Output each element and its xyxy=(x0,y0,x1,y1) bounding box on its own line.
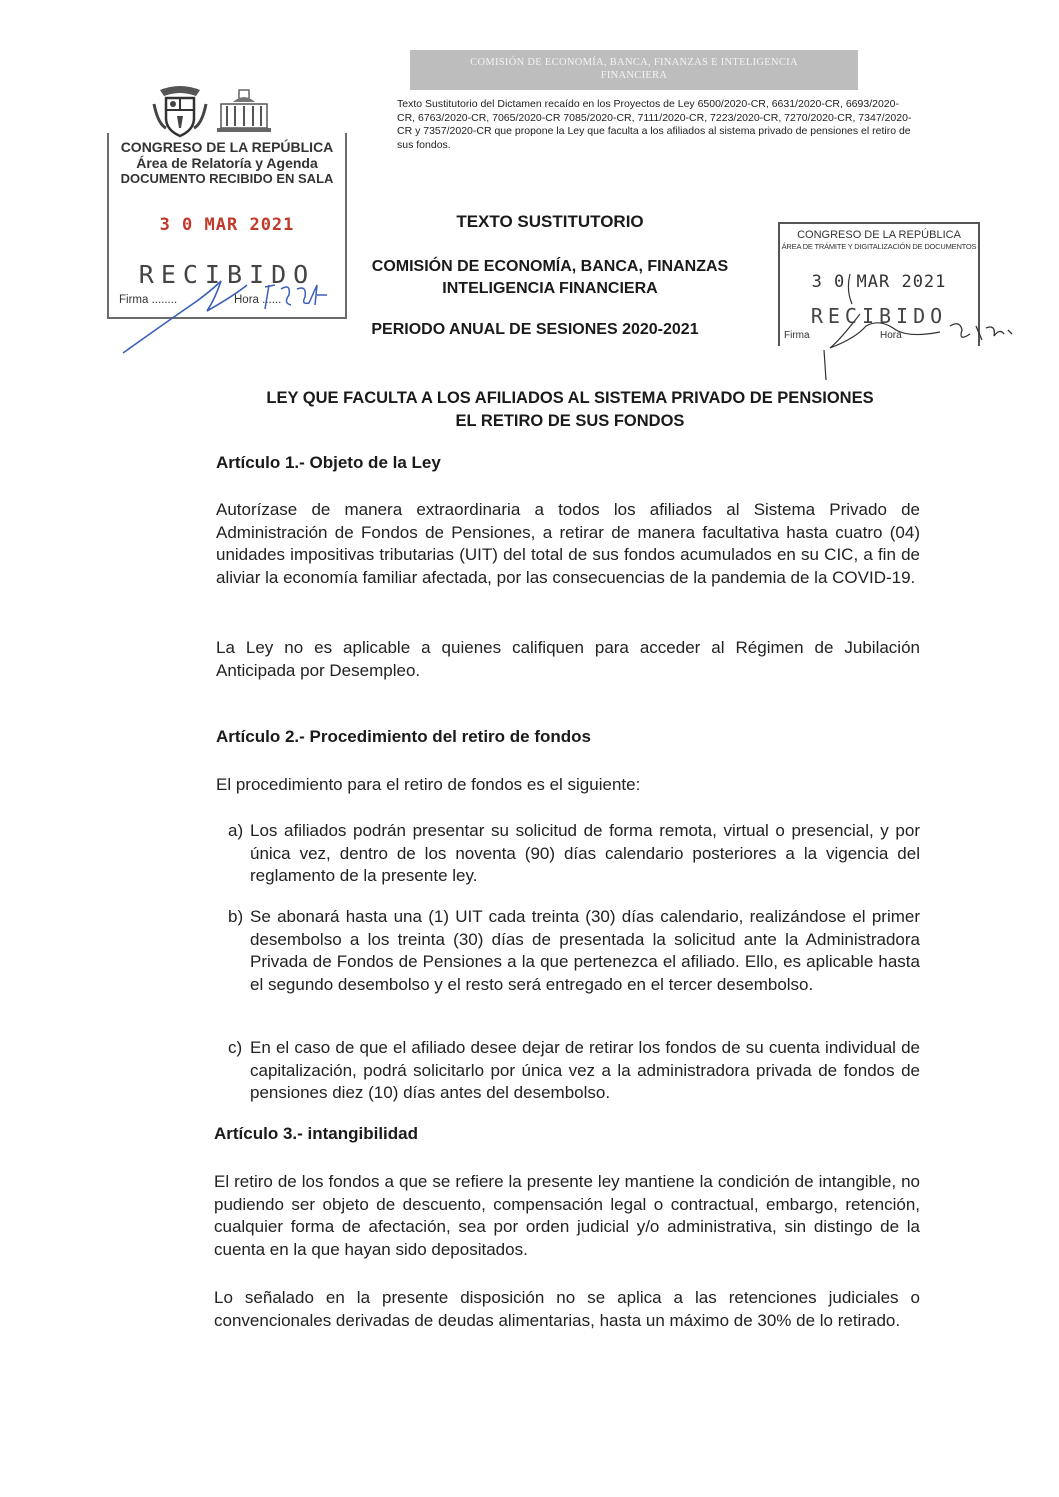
law-title-line-2: EL RETIRO DE SUS FONDOS xyxy=(455,412,685,430)
article-1-title: Artículo 1.- Objeto de la Ley xyxy=(216,453,441,472)
stamp-hora-label: Hora xyxy=(880,330,902,341)
article-2-title: Artículo 2.- Procedimiento del retiro de fondos xyxy=(216,727,591,746)
list-item-text: Se abonará hasta una (1) UIT cada treinta (30) días calendario, realizándose el primer desembolso a los treinta (30) días de presentada la solicitud ante la Administradora Privada de Fondos de Pensiones a la que pertenezca el afiliado. Ello, es aplicable hasta el segundo desembolso y el resto será entregado en el tercer desembolso. xyxy=(250,907,920,994)
stamp-recibido: RECIBIDO xyxy=(138,260,316,289)
stamp-document-received: DOCUMENTO RECIBIDO EN SALA xyxy=(120,171,334,186)
article-3-paragraph-2: Lo señalado en la presente disposición no se aplica a las retenciones judiciales o convencionales derivadas de deudas alimentarias, hasta un máximo de 30% de lo retirado. xyxy=(214,1288,920,1330)
commission-heading xyxy=(310,256,790,300)
list-item xyxy=(228,906,920,996)
banner-line-1: COMISIÓN DE ECONOMÍA, BANCA, FINANZAS E INTELIGENCIA xyxy=(470,57,798,68)
article-3-paragraph-1: El retiro de los fondos a que se refiere la presente ley mantiene la condición de intangible, no pudiendo ser objeto de descuento, compensación legal o contractual, embargo, retención, cualquier forma de afectación, sea por orden judicial y/o administrativa, sin distingo de la cuenta en la que hayan sido depositados. xyxy=(214,1172,920,1259)
law-title xyxy=(200,387,940,433)
list-item-label: b) xyxy=(228,907,244,926)
session-period: PERIODO ANUAL DE SESIONES 2020-2021 xyxy=(371,321,699,338)
list-item-text: En el caso de que el afiliado desee dejar de retirar los fondos de su cuenta individual de capitalización, podrá solicitarlo por única vez a la administradora privada de fondos de pensiones diez (10) días antes del desembolso. xyxy=(250,1038,920,1102)
article-1-paragraph-1: Autorízase de manera extraordinaria a todos los afiliados al Sistema Privado de Administración de Fondos de Pensiones, a retirar de manera facultativa hasta cuatro (04) unidades impositivas tributarias (UIT) del total de sus fondos acumulados en su CIC, a fin de aliviar la economía familiar afectada, por las consecuencias de la pandemia de la COVID-19. xyxy=(216,500,920,587)
stamp-hora-label: Hora ...... xyxy=(234,294,282,306)
article-1-paragraph-2: La Ley no es aplicable a quienes califiquen para acceder al Régimen de Jubilación Anticipada por Desempleo. xyxy=(216,638,920,680)
banner-line-2: FINANCIERA xyxy=(600,70,668,81)
article-3-title: Artículo 3.- intangibilidad xyxy=(214,1124,418,1143)
handwritten-signature-left xyxy=(115,265,335,360)
stamp-institution: CONGRESO DE LA REPÚBLICA xyxy=(120,139,334,155)
commission-heading-line-1: COMISIÓN DE ECONOMÍA, BANCA, FINANZAS xyxy=(371,258,729,275)
stamp-institution: CONGRESO DE LA REPÚBLICA xyxy=(797,229,961,241)
congress-building-icon xyxy=(215,88,273,138)
stamp-date: 3 0 MAR 2021 xyxy=(811,272,947,292)
article-2-intro: El procedimiento para el retiro de fondos es el siguiente: xyxy=(216,775,641,794)
commission-banner xyxy=(410,50,858,90)
stamp-firma-label: Firma ........ xyxy=(119,294,178,306)
list-item xyxy=(228,1037,920,1105)
list-item-label: a) xyxy=(228,821,244,840)
header-reference: Texto Sustitutorio del Dictamen recaído en los Proyectos de Ley 6500/2020-CR, 6631/2020-CR, 6693/2020-CR, 6763/2020-CR, 7065/2020-CR 7085/2020-CR, 7111/2020-CR, 7223/2020-CR, 7270/2020-CR, 7347/2020-CR y 7357/2020-CR que propone la Ley que faculta a los afiliados al sistema privado de pensiones el retiro de sus fondos. xyxy=(397,98,912,151)
stamp-date: 3 0 MAR 2021 xyxy=(159,215,295,235)
law-title-line-1: LEY QUE FACULTA A LOS AFILIADOS AL SISTEMA PRIVADO DE PENSIONES xyxy=(266,389,874,407)
list-item-label: c) xyxy=(228,1038,243,1057)
stamp-firma-label: Firma xyxy=(784,330,810,341)
list-item xyxy=(228,820,920,888)
national-coat-of-arms-icon xyxy=(150,84,210,140)
stamp-area: Área de Relatoría y Agenda xyxy=(136,155,318,171)
stamp-area: ÁREA DE TRÁMITE Y DIGITALIZACIÓN DE DOCUMENTOS xyxy=(781,242,977,251)
commission-heading-line-2: INTELIGENCIA FINANCIERA xyxy=(442,280,658,297)
document-title: TEXTO SUSTITUTORIO xyxy=(456,212,644,231)
list-item-text: Los afiliados podrán presentar su solicitud de forma remota, virtual o presencial, y por única vez, dentro de los noventa (90) días calendario posteriores a la vigencia del reglamento de la presente ley. xyxy=(250,821,920,885)
stamp-recibido: RECIBIDO xyxy=(810,304,948,328)
handwritten-signature-right xyxy=(800,230,1030,380)
